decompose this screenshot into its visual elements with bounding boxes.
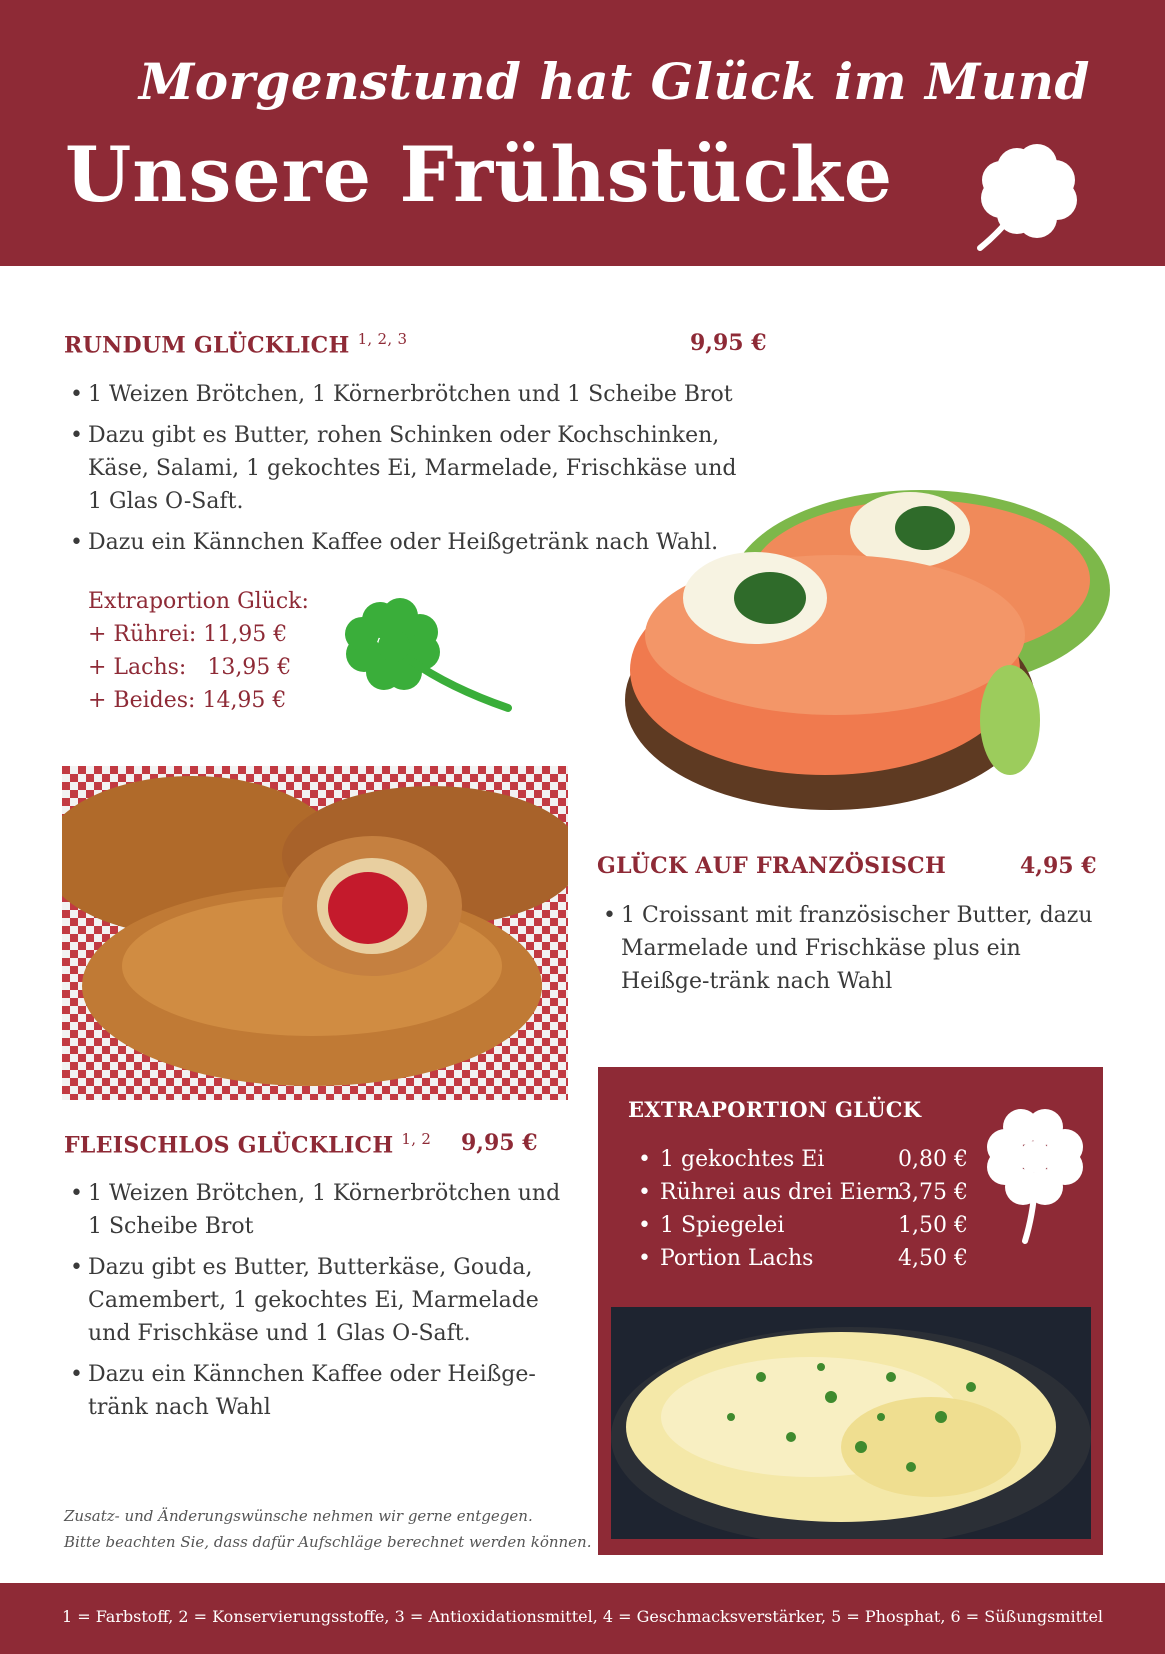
list-item: • 1 Croissant mit französischer Butter, dazu Marmelade und Frischkäse plus ein Heißge-tränk nach Wahl — [599, 899, 1099, 998]
page-title: Unsere Frühstücke — [65, 130, 894, 219]
extra-item-price: 4,50 € — [898, 1246, 968, 1271]
extra-item-row: • Portion Lachs 4,50 € — [638, 1246, 968, 1271]
allergen-legend: 1 = Farbstoff, 2 = Konservierungsstoffe, 3 = Antioxidationsmittel, 4 = Geschmacksverstärker, 5 = Phosphat, 6 = Süßungsmittel — [61, 1607, 1104, 1626]
item-list-franzoesisch — [599, 899, 1099, 1006]
extraportion-option: + Lachs: 13,95 € — [88, 655, 292, 680]
extraportion-heading: Extraportion Glück: — [88, 589, 309, 614]
extraportion-options — [88, 585, 309, 717]
list-item: • Dazu gibt es Butter, Butterkäse, Gouda, Camembert, 1 gekochtes Ei, Marmelade und Frischkäse und 1 Glas O-Saft. — [66, 1251, 571, 1350]
list-item: • Dazu ein Kännchen Kaffee oder Heißgetränk nach Wahl. — [66, 526, 746, 559]
extra-item-price: 0,80 € — [898, 1147, 968, 1172]
clover-icon — [340, 598, 512, 720]
section-title-text: FLEISCHLOS GLÜCKLICH — [64, 1132, 394, 1159]
extra-item-price: 1,50 € — [898, 1213, 968, 1238]
note-line: Bitte beachten Sie, dass dafür Aufschläge berechnet werden können. — [64, 1533, 592, 1551]
list-item: • Dazu gibt es Butter, rohen Schinken oder Kochschinken, Käse, Salami, 1 gekochtes Ei, Marmelade, Frischkäse und 1 Glas O-Saft. — [66, 419, 746, 518]
list-item: • Dazu ein Kännchen Kaffee oder Heißge-tränk nach Wahl — [66, 1358, 571, 1424]
extra-item-name: 1 Spiegelei — [660, 1213, 785, 1238]
croissant-photo — [62, 766, 568, 1100]
note — [64, 1503, 591, 1555]
section-title-rundum — [64, 330, 407, 358]
extra-item-name: Portion Lachs — [660, 1246, 814, 1271]
extra-item-row: • Rührei aus drei Eiern 3,75 € — [638, 1180, 968, 1205]
list-item: • 1 Weizen Brötchen, 1 Körnerbrötchen und 1 Scheibe Brot — [66, 1177, 571, 1243]
extra-item-row: • 1 gekochtes Ei 0,80 € — [638, 1147, 968, 1172]
extra-item-price: 3,75 € — [898, 1180, 968, 1205]
footer-bar — [0, 1583, 1165, 1654]
item-list-fleischlos — [66, 1177, 571, 1432]
extraportion-box-title: EXTRAPORTION GLÜCK — [628, 1097, 922, 1122]
note-line: Zusatz- und Änderungswünsche nehmen wir gerne entgegen. — [64, 1507, 533, 1525]
extra-item-name: 1 gekochtes Ei — [660, 1147, 825, 1172]
salmon-bread-photo — [620, 470, 1140, 810]
tagline: Morgenstund hat Glück im Mund — [138, 52, 1090, 111]
price-fleischlos: 9,95 € — [461, 1130, 538, 1156]
clover-icon — [975, 138, 1105, 258]
scrambled-eggs-photo — [611, 1307, 1091, 1539]
additive-superscript: 1, 2 — [401, 1130, 432, 1148]
section-title-fleischlos — [64, 1130, 431, 1158]
price-franzoesisch: 4,95 € — [1020, 853, 1097, 879]
extra-item-row: • 1 Spiegelei 1,50 € — [638, 1213, 968, 1238]
extraportion-option: + Beides: 14,95 € — [88, 688, 287, 713]
list-item: • 1 Weizen Brötchen, 1 Körnerbrötchen und 1 Scheibe Brot — [66, 378, 746, 411]
extra-item-name: Rührei aus drei Eiern — [660, 1180, 901, 1205]
section-title-franzoesisch: GLÜCK AUF FRANZÖSISCH — [597, 853, 947, 879]
price-rundum: 9,95 € — [690, 330, 767, 356]
clover-icon — [983, 1105, 1088, 1245]
header-banner — [0, 0, 1165, 266]
extraportion-option: + Rührei: 11,95 € — [88, 622, 288, 647]
section-title-text: RUNDUM GLÜCKLICH — [64, 332, 350, 359]
extraportion-box — [598, 1067, 1103, 1555]
additive-superscript: 1, 2, 3 — [357, 330, 408, 348]
